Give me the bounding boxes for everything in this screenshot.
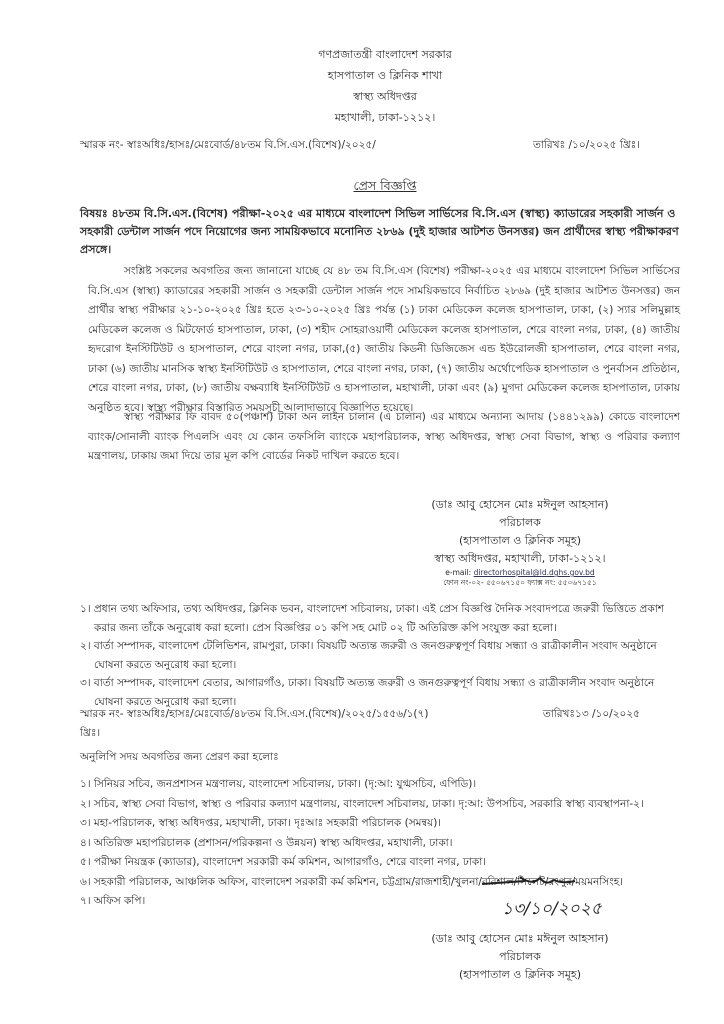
signatory2-name: (ডাঃ আবু হোসেন মোঃ মঈনুল আহসান) (431, 932, 609, 945)
recipient-item: ২। বার্তা সম্পাদক, বাংলাদেশ টেলিভিশন, রামপুরা, ঢাকা। বিষয়টি অত্যন্ত জরুরী ও জনগুরুত্বপূর্ণ বিধায় সন্ধ্যা ও রাত্রীকালীন সংবাদ অনুষ্ঠানে ঘোষনা করতে অনুরোধ করা হলো। (80, 640, 657, 671)
body-paragraph-2: স্বাস্থ্য পরীক্ষার ফি বাবদ ৫০(পঞ্চাশ) টাকা অন লাইন চালান (এ চালান) এর মাধ্যমে অন্যান্য আদায় (১৪৪১২৯৯) কোডে বাংলাদেশ ব্যাংক/সোনালী ব্যাংক পিএলসি এবং যে কোন তফসিলি ব্যাংকে মহাপরিচালক, স্বাস্থ্য অধিদপ্তর, স্বাস্থ্য সেবা বিভাগ, স্বাস্থ্য ও পরিবার কল্যাণ মন্ত্রণালয়, ঢাকায় জমা দিয়ে তার মূল কপি বোর্ডের নিকট দাখিল করতে হবে। (88, 411, 680, 462)
memo2-suffix: খ্রিঃ। (80, 727, 101, 739)
handwritten-date: ১৩/১০/২০২৫ (502, 899, 602, 919)
phone-fax: ফোন নং-০২- ৫৫০৬৭১৫০ ফ্যাক্স নং: ৫৫০৬৭১৫১ (443, 578, 597, 587)
signature-block (420, 496, 620, 588)
branch-name: হাসপাতাল ও ক্লিনিক শাখা (327, 69, 443, 82)
signatory2-unit: (হাসপাতাল ও ক্লিনিক সমূহ) (458, 968, 582, 981)
cc-item: ১। সিনিয়র সচিব, জনপ্রশাসন মন্ত্রণালয়, বাংলাদেশ সচিবালয়, ঢাকা। (দৃ:আ: যুগ্মসচিব, এপিডি)। (80, 778, 477, 790)
signature-block-2 (420, 930, 620, 984)
signatory-name: (ডাঃ আবু হোসেন মোঃ মঈনুল আহসান) (431, 498, 609, 511)
department-name: স্বাস্থ্য অধিদপ্তর (353, 90, 417, 103)
signatory-unit: (হাসপাতাল ও ক্লিনিক সমূহ) (458, 534, 582, 547)
signatory-designation: পরিচালক (499, 516, 541, 529)
handwritten-signature (480, 872, 630, 920)
letterhead (200, 44, 570, 128)
memo2-date: তারিখঃ১৩ /১০/২০২৫ (542, 708, 640, 720)
signatory-office: স্বাস্থ্য অধিদপ্তর, মহাখালী, ঢাকা-১২১২। (434, 552, 606, 565)
cc-item: ৭। অফিস কপি। (80, 895, 146, 907)
recipient-item: ১। প্রধান তথ্য অফিসার, তথ্য অধিদপ্তর, ক্লিনিক ভবন, বাংলাদেশ সচিবালয়, ঢাকা। এই প্রেস বিজ্ঞপ্তি দৈনিক সংবাদপত্রে জরুরী ভিত্তিতে প্রকাশ করার জন্য তাঁকে অনুরোধ করা হলো। প্রেস বিজ্ঞপ্তির ০১ কপি সহ মোট ০২ টি অতিরিক্ত কপি সংযুক্ত করা হলো। (80, 603, 664, 634)
email-label: e-mail: (445, 568, 472, 577)
cc-item: ৩। মহা-পরিচালক, স্বাস্থ্য অধিদপ্তর, মহাখালী, ঢাকা। দৃঃআঃ সহকারী পরিচালক (সমন্বয়)। (80, 817, 442, 829)
recipient-item: ৩। বার্তা সম্পাদক, বাংলাদেশ বেতার, আগারগাঁও, ঢাকা। বিষয়টি অত্যন্ত জরুরী ও জনগুরুত্বপূর্ণ বিধায় সন্ধ্যা ও রাত্রীকালীন সংবাদ অনুষ্ঠানে ঘোষনা করতে অনুরোধ করা হলো। (80, 677, 655, 708)
address: মহাখালী, ঢাকা-১২১২। (334, 111, 436, 124)
government-name: গণপ্রজাতন্ত্রী বাংলাদেশ সরকার (318, 48, 452, 61)
cc-item: ৬। সহকারী পরিচালক, আঞ্চলিক অফিস, বাংলাদেশ সরকারী কর্ম কমিশন, চট্টগ্রাম/রাজশাহী/খুলনা/বরিশাল/সিলেট/রংপুর/ময়মনসিংহ। (80, 875, 624, 888)
document-title: প্রেস বিজ্ঞপ্তি (353, 178, 417, 193)
subject: বিষয়ঃ ৪৮তম বি.সি.এস.(বিশেষ) পরীক্ষা-২০২৫ এর মাধ্যমে বাংলাদেশ সিভিল সার্ভিসের বি.সি.এস (স্বাস্থ্য) ক্যাডারের সহকারী সার্জন ও সহকারী ডেন্টাল সার্জন পদে নিয়োগের জন্য সাময়িকভাবে মনোনিত ২৮৬৯ (দুই হাজার আটশত উনসত্তর) জন প্রার্থীদের স্বাস্থ্য পরীক্ষাকরণ প্রসঙ্গে। (80, 207, 679, 256)
email-link[interactable]: directorhospital@ld.dghs.gov.bd (473, 568, 595, 577)
cc-item: ৫। পরীক্ষা নিয়ন্ত্রক (ক্যাডার), বাংলাদেশ সরকারী কর্ম কমিশন, আগারগাঁও, শেরে বাংলা নগর, ঢাকা। (80, 856, 487, 868)
signatory2-designation: পরিচালক (499, 950, 541, 963)
body-paragraph-1: সংশ্লিষ্ট সকলের অবগতির জন্য জানানো যাচ্ছে যে ৪৮ তম বি.সি.এস (বিশেষ) পরীক্ষা-২০২৫ এর মাধ্যমে বাংলাদেশ সিভিল সার্ভিসের বি.সি.এস (স্বাস্থ্য) ক্যাডারের সহকারী সার্জন ও সহকারী ডেন্টাল সার্জন পদে সাময়িকভাবে নির্বাচিত ২৮৬৯ (দুই হাজার আটশত উনসত্তর) জন প্রার্থীর স্বাস্থ্য পরীক্ষার ২১-১০-২০২৫ খ্রিঃ হতে ২৩-১০-২০২৫ খ্রিঃ পর্যন্ত (১) ঢাকা মেডিকেল কলেজ হাসপাতাল, ঢাকা, (২) স্যার সলিমুল্লাহ মেডিকেল কলেজ ও মিটফোর্ড হাসপাতাল, ঢাকা, (৩) শহীদ সোহরাওয়ার্দী মেডিকেল কলেজ হাসপাতাল, শেরে বাংলা নগর, ঢাকা, (৪) জাতীয় হৃদরোগ ইনস্টিটিউট ও হাসপাতাল, শেরে বাংলা নগর, ঢাকা,(৫) জাতীয় কিডনী ডিজিজেস এন্ড ইউরোলজী হাসপাতাল, শেরে বাংলা নগর, ঢাকা (৬) জাতীয় মানসিক স্বাস্থ্য ইনস্টিটিউট ও হাসপাতাল, শেরে বাংলা নগর, ঢাকা, (৭) জাতীয় অর্থোপেডিক হাসপাতাল ও পুনর্বাসন প্রতিষ্ঠান, শেরে বাংলা নগর, ঢাকা, (৮) জাতীয় বক্ষব্যাধি ইনস্টিটিউট ও হাসপাতাল, মহাখালী, ঢাকা এবং (৯) মুগদা মেডিকেল কলেজ হাসপাতাল, ঢাকায় অনুষ্ঠিত হবে। স্বাস্থ্য পরীক্ষার বিস্তারিত সময়সূচী আলাদাভাবে বিজ্ঞাপিত হয়েছে। (88, 265, 680, 414)
cc-item: ২। সচিব, স্বাস্থ্য সেবা বিভাগ, স্বাস্থ্য ও পরিবার কল্যাণ মন্ত্রণালয়, বাংলাদেশ সচিবালয়, ঢাকা। দৃ:আ: উপসচিব, সরকারি স্বাস্থ্য ব্যবস্থাপনা-২। (80, 797, 644, 810)
cc-heading: অনুলিপি সদয় অবগতির জন্য প্রেরণ করা হলোঃ (80, 751, 279, 763)
memo2-number: স্মারক নং- স্বাঃঅধিঃ/হাসঃ/মেঃবোর্ড/৪৮তম বি.সি.এস.(বিশেষ)/২০২৫/১৫৫৬/১(৭) (80, 708, 429, 720)
memo-number: স্মারক নং- স্বাঃঅধিঃ/হাসঃ/মেঃবোর্ড/৪৮তম বি.সি.এস.(বিশেষ)/২০২৫/ (80, 139, 376, 151)
recipient-list (80, 600, 682, 711)
memo-date: তারিখঃ /১০/২০২৫ খ্রিঃ। (532, 139, 640, 151)
cc-item: ৪। অতিরিক্ত মহাপরিচালক (প্রশাসন/পরিকল্পনা ও উন্নয়ন) স্বাস্থ্য অধিদপ্তর, মহাখালী, ঢাকা। (80, 836, 453, 849)
